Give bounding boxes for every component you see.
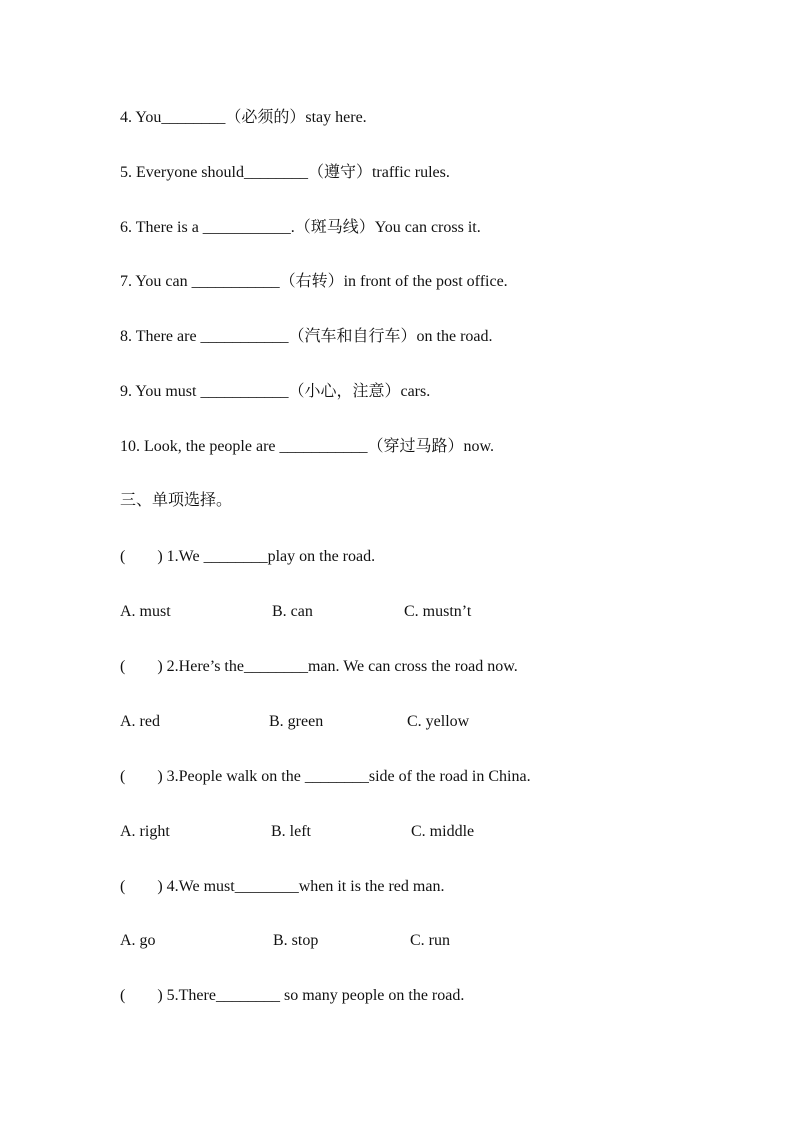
fill-blank-item-10: 10. Look, the people are ___________（穿过马路）now. [120, 438, 495, 455]
mcq-3-option-a: A. right [120, 823, 170, 840]
mcq-question-5: ( ) 5.There________ so many people on the road. [120, 987, 465, 1004]
fill-blank-item-9: 9. You must ___________（小心，注意）cars. [120, 383, 431, 400]
mcq-2-option-b: B. green [269, 713, 324, 730]
fill-blank-item-8: 8. There are ___________（汽车和自行车）on the road. [120, 328, 493, 345]
fill-blank-item-7: 7. You can ___________（右转）in front of the post office. [120, 273, 508, 290]
mcq-question-1: ( ) 1.We ________play on the road. [120, 548, 376, 565]
mcq-question-3: ( ) 3.People walk on the ________side of the road in China. [120, 768, 531, 785]
mcq-question-2: ( ) 2.Here’s the________man. We can cross the road now. [120, 658, 518, 675]
mcq-2-option-a: A. red [120, 713, 160, 730]
mcq-1-option-a: A. must [120, 603, 171, 620]
mcq-3-option-c: C. middle [411, 823, 475, 840]
mcq-1-option-b: B. can [272, 603, 313, 620]
mcq-4-option-a: A. go [120, 932, 156, 949]
mcq-1-option-c: C. mustn’t [404, 603, 472, 620]
section-heading: 三、单项选择。 [120, 492, 233, 509]
mcq-3-option-b: B. left [271, 823, 311, 840]
mcq-4-option-b: B. stop [273, 932, 319, 949]
mcq-4-option-c: C. run [410, 932, 450, 949]
fill-blank-item-5: 5. Everyone should________（遵守）traffic rules. [120, 164, 450, 181]
fill-blank-item-4: 4. You________（必须的）stay here. [120, 109, 367, 126]
fill-blank-item-6: 6. There is a ___________.（斑马线）You can cross it. [120, 219, 481, 236]
mcq-2-option-c: C. yellow [407, 713, 470, 730]
mcq-question-4: ( ) 4.We must________when it is the red man. [120, 878, 445, 895]
